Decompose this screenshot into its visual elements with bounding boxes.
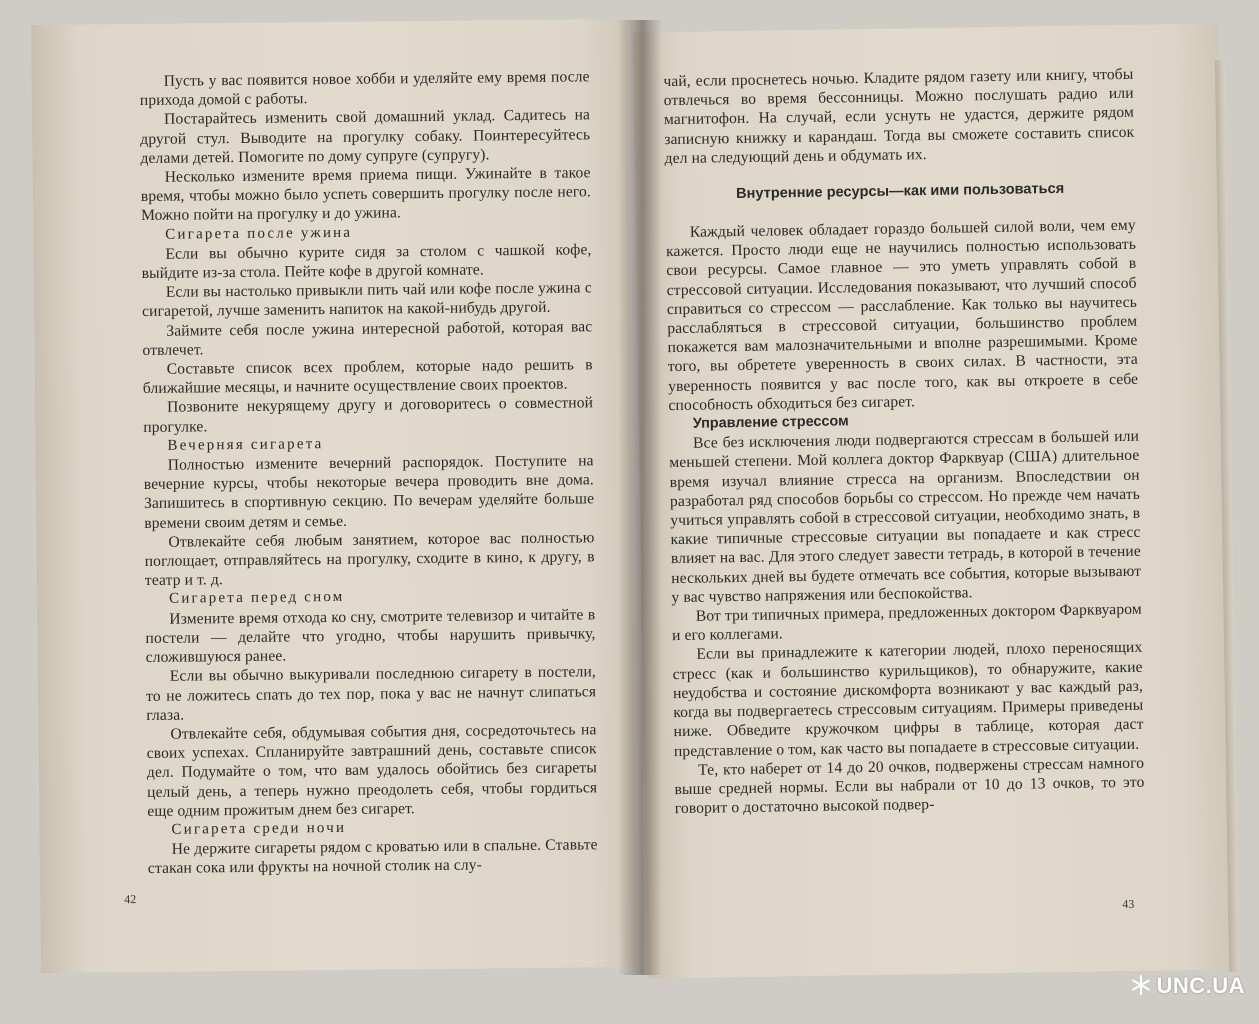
right-page-number: 43 [1122, 896, 1135, 912]
paragraph: чай, если проснетесь ночью. Кладите рядом газету или книгу, чтобы отвлечься во время бессонницы. Можно послушать радио или магнитофон. На случай, если уснуть не удастся, держите рядом записную книжку и карандаш. Тогда вы сможете составить список дел на следующий день и обдумать их. [663, 65, 1135, 167]
paragraph: Если вы обычно выкуривали последнюю сигарету в постели, то не ложитесь спать до тех пор, пока у вас не начнут слипаться глаза. [145, 663, 597, 724]
watermark [1130, 973, 1245, 1002]
paragraph: Отвлекайте себя любым занятием, которое вас полностью поглощает, отправляйтесь на прогулку, сходите в кино, к другу, в театр и т. д. [144, 529, 595, 590]
left-page-text [140, 67, 598, 878]
section-heading: Внутренние ресурсы—как ими пользоваться [735, 180, 1065, 203]
paragraph: Постарайтесь изменить свой домашний уклад. Садитесь на другой стул. Выводите на прогулку собаку. Поинтересуйтесь делами детей. Помогите по дому супруге (супругу). [140, 106, 591, 167]
paragraph: Если вы обычно курите сидя за столом с чашкой кофе, выйдите из-за стола. Пейте кофе в другой комнате. [141, 241, 592, 283]
right-page-text [663, 65, 1145, 819]
paragraph: Каждый человек обладает гораздо большей силой воли, чем ему кажется. Просто люди еще не научились полностью использовать свои ресурсы. Самое главное — это уметь управлять собой в стрессовой ситуации. Исследования показывают, что лучший способ справиться со стрессом — расслабление. Как только вы научитесь расслабляться в стрессовой ситуации, большинство проблем покажется вам малозначительными и вполне разрешимыми. Кроме того, вы обретете уверенность в своих силах. В частности, эта уверенность появится у вас после того, как вы откроете в себе способность обходиться без сигарет. [665, 216, 1139, 414]
paragraph: Если вы настолько привыкли пить чай или кофе после ужина с сигаретой, лучше заменить напиток на какой-нибудь другой. [141, 279, 592, 321]
watermark-text: UNC.UA [1156, 973, 1245, 998]
spaced-subheading: Вечерняя сигарета [167, 435, 324, 454]
right-page [633, 23, 1232, 978]
paragraph: Составьте список всех проблем, которые надо решить в ближайшие месяцы, и начните осуществление своих проектов. [142, 356, 593, 398]
snowflake-icon [1130, 974, 1152, 1002]
paragraph: Займите себя после ужина интересной работой, которая вас отвлечет. [142, 317, 593, 359]
book-gutter [618, 20, 662, 975]
paragraph: Все без исключения люди подвергаются стрессам в большей или меньшей степени. Мой коллега доктор Фарквуар (США) длительное время изучал влияние стресса на организм. Впоследствии он разработал ряд способов борьбы со стрессом. Но прежде чем начать учиться управлять собой в стрессовой ситуации, необходимо знать, в какие типичные стрессовые ситуации вы попадаете и как стресс влияет на вас. Для этого следует завести тетрадь, в которой в течение нескольких дней вы будете отмечать все события, которые вызывают у вас чувство напряжения или беспокойства. [669, 427, 1142, 606]
spaced-subheading: Сигарета среди ночи [171, 819, 347, 838]
left-page [31, 19, 637, 973]
paragraph: Не держите сигареты рядом с кроватью или в спальне. Ставьте стакан сока или фрукты на ночной столик на слу- [147, 836, 598, 878]
spaced-subheading: Сигарета перед сном [168, 589, 345, 608]
subsection-heading: Управление стрессом [692, 413, 849, 432]
paragraph: Если вы принадлежите к категории людей, плохо переносящих стресс (как и большинство курильщиков), то обнаружите, какие неудобства и состояние дискомфорта возникают у вас каждый раз, когда вы подвергаетесь стрессовым ситуациям. Примеры приведены ниже. Обведите кружочком цифры в таблице, которая даст представление о том, как часто вы попадаете в стрессовые ситуации. [672, 639, 1144, 760]
paragraph: Те, кто наберет от 14 до 20 очков, подвержены стрессам намного выше средней нормы. Если вы набрали от 10 до 13 очков, то это говорит о достаточно высокой подвер- [674, 754, 1145, 818]
paragraph: Измените время отхода ко сну, смотрите телевизор и читайте в постели — делайте что угодно, чтобы нарушить привычку, сложившуюся ранее. [145, 605, 596, 667]
paragraph: Несколько измените время приема пищи. Ужинайте в такое время, чтобы можно было успеть совершить прогулку после него. Можно пойти на прогулку и до ужина. [140, 164, 591, 225]
spaced-subheading: Сигарета после ужина [165, 224, 353, 243]
left-page-number: 42 [124, 892, 137, 907]
paragraph: Позвоните некурящему другу и договоритесь о совместной прогулке. [143, 394, 594, 436]
paragraph: Полностью измените вечерний распорядок. Поступите на вечерние курсы, чтобы некоторые вечера проводить вне дома. Запишитесь в спортивную секцию. По вечерам уделяйте больше времени своим детям и семье. [143, 452, 595, 532]
paragraph: Отвлекайте себя, обдумывая события дня, сосредоточьтесь на своих успехах. Спланируйте завтрашний день, составьте список дел. Подумайте о том, что вам удалось обойтись без сигареты целый день, а теперь нужно преодолеть себя, чтобы гордиться еще одним прожитым днем без сигарет. [146, 721, 598, 820]
paragraph: Вот три типичных примера, предложенных доктором Фарквуаром и его коллегами. [671, 600, 1142, 645]
paragraph: Пусть у вас появится новое хобби и уделяйте ему время после прихода домой с работы. [139, 68, 590, 110]
